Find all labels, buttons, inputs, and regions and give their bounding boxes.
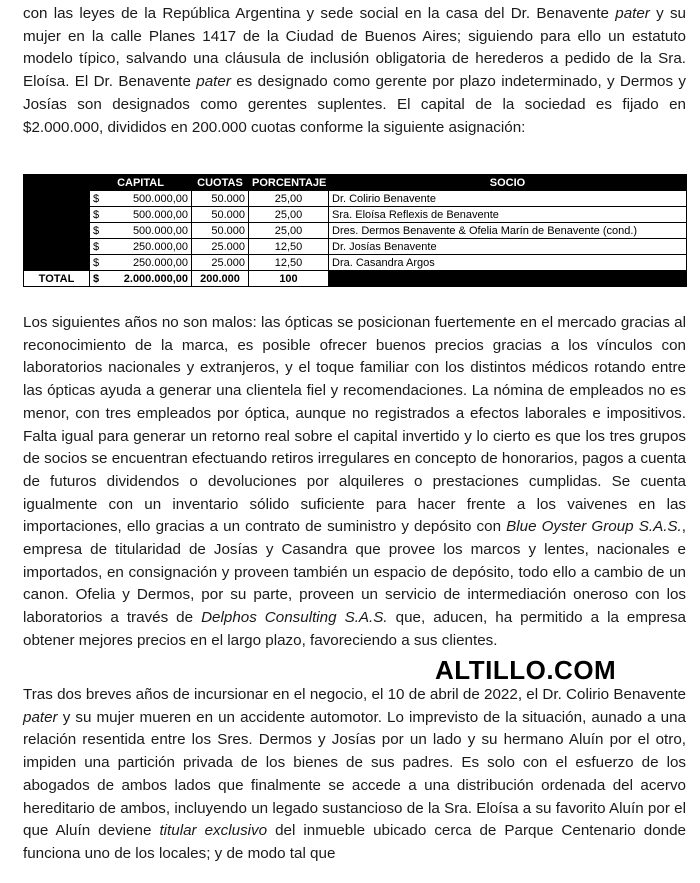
cell-porcentaje: 12,50 xyxy=(249,239,329,255)
table-row xyxy=(24,239,687,255)
text-run: y su mujer en la calle Planes 1417 de la Ciudad de Buenos Aires; siguiendo para ello un estatuto modelo típico, salvando una cláusula de inclusión obligatoria de herederos a pedido de la Sra. Eloísa. El Dr. Benavente xyxy=(23,5,687,91)
total-socio-blank xyxy=(329,271,687,287)
text-run: y su mujer mueren en un accidente automotor. Lo imprevisto de la situación, aunado a una relación resentida entre los Sres. Dermos y Josías por un lado y su hermano Aluín por el otro, impiden una partición privada de los bienes de sus padres. Es solo con el esfuerzo de los abogados de ambos lados que finalmente se accede a una distribución ordenada del acervo hereditario de ambos, incluyendo un legado sustancioso de la Sra. Eloísa a su favorito Aluín por el que Aluín deviene xyxy=(23,708,686,840)
cell-socio: Dres. Dermos Benavente & Ofelia Marín de Benavente (cond.) xyxy=(329,223,687,239)
cell-cuotas: 50.000 xyxy=(192,207,249,223)
paragraph-intro xyxy=(23,3,686,139)
header-capital: CAPITAL xyxy=(90,175,192,191)
header-porcentaje: PORCENTAJE xyxy=(249,175,329,191)
cell-capital: $ 250.000,00 xyxy=(90,255,192,271)
italic-run: pater xyxy=(615,5,650,22)
table-row xyxy=(24,255,687,271)
text-run: que, aducen, ha permitido a la empresa obtener mejores precios en el largo plazo, favoreciendo a sus clientes. xyxy=(23,609,686,649)
cell-porcentaje: 25,00 xyxy=(249,223,329,239)
table-row xyxy=(24,191,687,207)
table-header-row xyxy=(24,175,687,191)
row-blank xyxy=(24,223,90,239)
cell-capital: $ 500.000,00 xyxy=(90,191,192,207)
italic-run: Blue Oyster Group S.A.S. xyxy=(506,518,682,536)
row-blank xyxy=(24,255,90,271)
cell-socio: Dr. Colirio Benavente xyxy=(329,191,687,207)
header-cuotas: CUOTAS xyxy=(192,175,249,191)
header-socio: SOCIO xyxy=(329,175,687,191)
cell-cuotas: 25.000 xyxy=(192,239,249,255)
watermark-logo: ALTILLO.COM xyxy=(435,655,617,685)
cell-socio: Dra. Casandra Argos xyxy=(329,255,687,271)
capital-table xyxy=(23,174,687,287)
text-run: , empresa de titularidad de Josías y Casandra que provee los marcos y lentes, nacionales e importados, en consignación y proveen también un espacio de depósito, todo ello a cambio de un canon. Ofelia y Dermos, por su parte, proveen un servicio de intermediación oneroso con los laboratorios a través de xyxy=(23,518,686,627)
cell-capital: $ 500.000,00 xyxy=(90,223,192,239)
total-capital: $ 2.000.000,00 xyxy=(90,271,192,287)
cell-capital: $ 250.000,00 xyxy=(90,239,192,255)
text-run: con las leyes de la República Argentina y sede social en la casa del Dr. Benavente xyxy=(23,5,616,22)
text-run: Tras dos breves años de incursionar en el negocio, el 10 de abril de 2022, el Dr. Colirio Benavente xyxy=(23,686,686,703)
cell-cuotas: 25.000 xyxy=(192,255,249,271)
italic-run: titular exclusivo xyxy=(159,822,268,840)
text-run: Los siguientes años no son malos: las ópticas se posicionan fuertemente en el mercado gracias al reconocimiento de la marca, es posible ofrecer buenos precios gracias a los vínculos con laboratorios nacionales y extranjeros, y el toque familiar con los distintos médicos rotando entre las ópticas ayuda a generar una clientela fiel y recomendaciones. La nómina de empleados no es menor, con tres empleados por óptica, aunque no registrados a efectos laborales e impositivos. Falta igual para generar un retorno real sobre el capital invertido y lo cierto es que los tres grupos de socios se encuentran efectuando retiros irregulares en concepto de honorarios, pagos a cuenta de futuros dividendos o devoluciones por alquileres o prestaciones cumplidas. Se cuenta igualmente con un inventario sólido suficiente para hacer frente a los vaivenes en las importaciones, ello gracias a un contrato de suministro y depósito con xyxy=(23,314,686,536)
table-row xyxy=(24,223,687,239)
paragraph-inheritance xyxy=(23,684,686,866)
paragraph-business xyxy=(23,312,686,653)
italic-run: Delphos Consulting S.A.S. xyxy=(201,609,388,627)
text-run: es designado como gerente por plazo indeterminado, y Dermos y Josías son designados como gerentes suplentes. El capital de la sociedad es fijado en $2.000.000, divididos en 200.000 cuotas conforme la siguiente asignación: xyxy=(23,73,686,136)
total-label: TOTAL xyxy=(24,271,90,287)
cell-capital: $ 500.000,00 xyxy=(90,207,192,223)
italic-run: pater xyxy=(23,708,58,726)
row-blank xyxy=(24,207,90,223)
cell-socio: Sra. Eloísa Reflexis de Benavente xyxy=(329,207,687,223)
cell-socio: Dr. Josías Benavente xyxy=(329,239,687,255)
cell-porcentaje: 12,50 xyxy=(249,255,329,271)
cell-porcentaje: 25,00 xyxy=(249,207,329,223)
table-total-row xyxy=(24,271,687,287)
table-row xyxy=(24,207,687,223)
text-run: del inmueble ubicado cerca de Parque Centenario donde funciona uno de los locales; y de modo tal que xyxy=(23,822,686,862)
total-porcentaje: 100 xyxy=(249,271,329,287)
header-blank xyxy=(24,175,90,191)
row-blank xyxy=(24,191,90,207)
row-blank xyxy=(24,239,90,255)
italic-run: pater xyxy=(196,73,231,91)
cell-cuotas: 50.000 xyxy=(192,191,249,207)
total-cuotas: 200.000 xyxy=(192,271,249,287)
cell-cuotas: 50.000 xyxy=(192,223,249,239)
cell-porcentaje: 25,00 xyxy=(249,191,329,207)
